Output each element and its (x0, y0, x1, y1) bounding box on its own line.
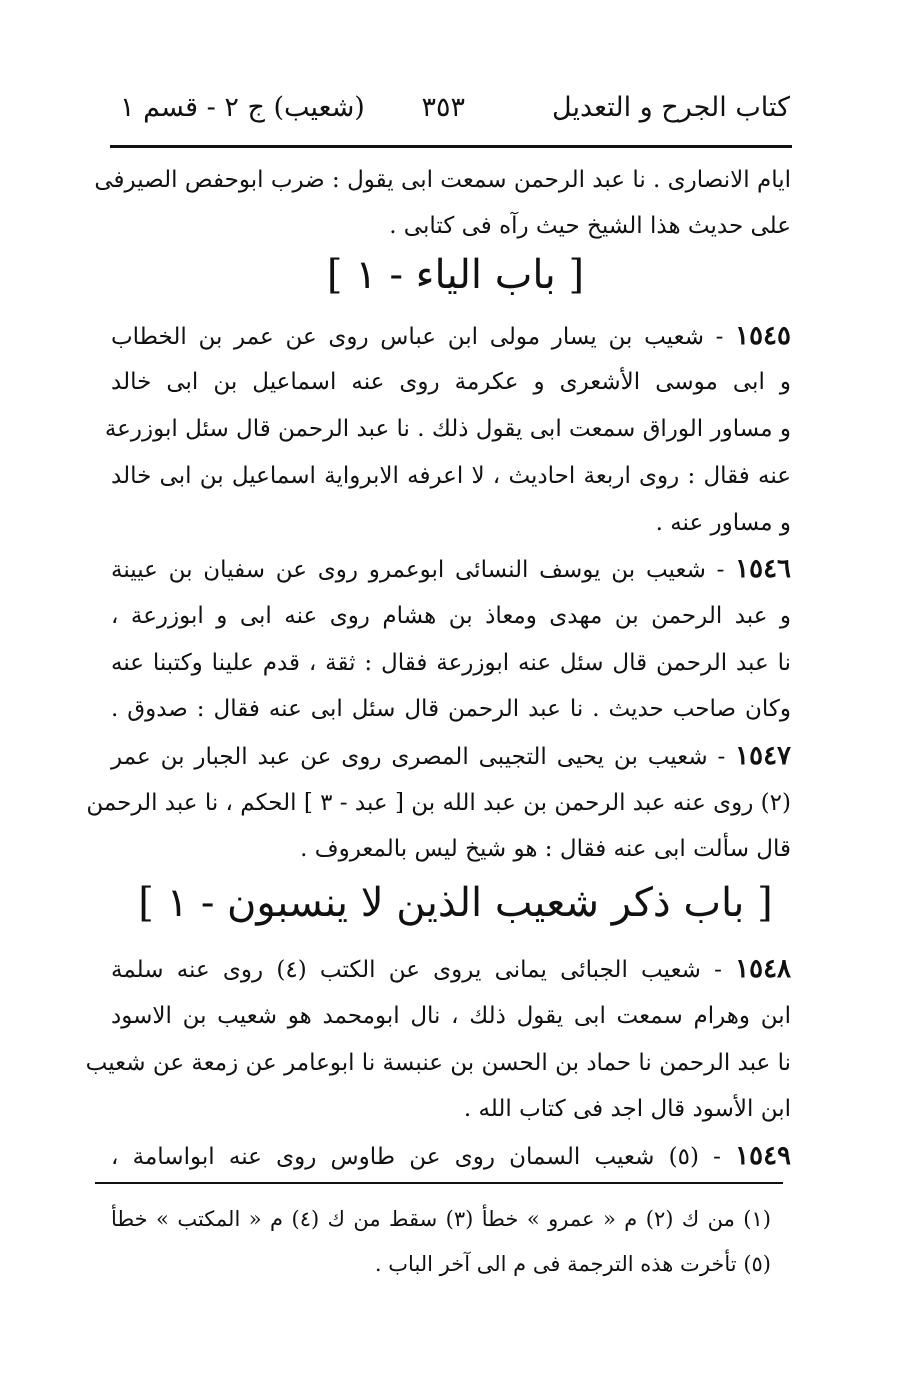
entry-number: ١٥٤٦ (735, 554, 792, 584)
entry-text: - شعيب بن يسار مولى ابن عباس روى عن عمر بن الخطاب (111, 324, 724, 350)
entry-line: ابن الأسود قال اجد فى كتاب الله . (463, 1096, 791, 1122)
entry-line: قال سألت ابى عنه فقال : هو شيخ ليس بالمعروف . (300, 836, 791, 862)
intro-line: على حديث هذا الشيخ حيث رآه فى كتابى . (389, 213, 791, 239)
section-heading-dhikr: [ باب ذكر شعيب الذين لا ينسبون - ١ ] (138, 880, 773, 926)
entry-number: ١٥٤٨ (735, 954, 791, 984)
entry-line: عنه فقال : روى اربعة احاديث ، لا اعرفه الابرواية اسماعيل بن ابى خالد (111, 463, 791, 489)
entry-line (111, 313, 791, 359)
entry-line: و عبد الرحمن بن مهدى ومعاذ بن هشام روى عنه ابى و ابوزرعة ، (111, 603, 791, 629)
page-number: ٣٥٣ (421, 92, 465, 123)
section-heading-ya: [ باب الياء - ١ ] (326, 252, 585, 298)
entry-text: - (٥) شعيب السمان روى عن طاوس روى عنه ابواسامة ، (111, 1144, 721, 1170)
footnote-line: (١) من ك (٢) م « عمرو » خطأ (٣) سقط من ك (٤) م « المكتب » خطأ (111, 1207, 771, 1231)
entry-number: ١٥٤٥ (735, 321, 791, 351)
entry-text: - شعيب الجبائى يمانى يروى عن الكتب (٤) روى عنه سلمة (111, 957, 722, 983)
entry-line: نا عبد الرحمن نا حماد بن الحسن بن عنبسة نا ابوعامر عن زمعة عن شعيب (85, 1050, 791, 1076)
entry-line: وكان صاحب حديث . نا عبد الرحمن قال سئل ابى عنه فقال : صدوق . (111, 696, 791, 722)
intro-line: ايام الانصارى . نا عبد الرحمن سمعت ابى يقول : ضرب ابوحفص الصيرفى (94, 167, 791, 193)
entry-line: و مساور الوراق سمعت ابى يقول ذلك . نا عبد الرحمن قال سئل ابوزرعة (104, 416, 791, 442)
entry-line: و مساور عنه . (655, 510, 791, 536)
entry-line (111, 1133, 791, 1179)
footnote-line: (٥) تأخرت هذه الترجمة فى م الى آخر الباب . (374, 1252, 771, 1276)
entry-line: و ابى موسى الأشعرى و عكرمة روى عنه اسماعيل بن ابى خالد (111, 369, 791, 395)
entry-text: - شعيب بن يوسف النسائى ابوعمرو روى عن سفيان بن عيينة (111, 557, 725, 583)
entry-line (111, 733, 791, 779)
entry-number: ١٥٤٧ (735, 741, 792, 771)
volume-label: (شعيب) ج ٢ - قسم ١ (120, 92, 365, 123)
entry-line: (٢) روى عنه عبد الرحمن بن عبد الله بن [ عبد - ٣ ] الحكم ، نا عبد الرحمن (86, 790, 791, 816)
header-rule (110, 145, 792, 148)
book-title: كتاب الجرح و التعديل (552, 92, 790, 123)
entry-line: ابن وهرام سمعت ابى يقول ذلك ، نال ابومحمد هو شعيب بن الاسود (111, 1003, 791, 1029)
footnote-rule (95, 1182, 783, 1184)
running-header (110, 92, 790, 142)
entry-line: نا عبد الرحمن قال سئل عنه ابوزرعة فقال : ثقة ، قدم علينا وكتبنا عنه (111, 650, 791, 676)
entry-line (111, 546, 791, 592)
entry-number: ١٥٤٩ (735, 1141, 792, 1171)
entry-text: - شعيب بن يحيى التجيبى المصرى روى عن عبد الجبار بن عمر (111, 744, 726, 770)
entry-line (111, 946, 791, 992)
